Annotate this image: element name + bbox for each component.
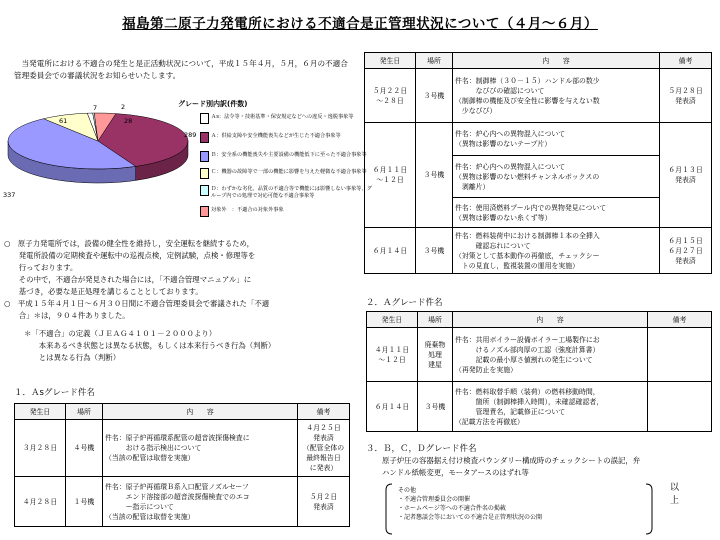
remark-line: ６月２７日: [668, 246, 703, 255]
value-label-2: 2: [121, 103, 126, 111]
cell-place: [418, 328, 453, 382]
col-place: 場所: [66, 404, 103, 420]
content-line: 件名：使用済燃料プール内での異物発見について: [455, 203, 607, 212]
cell-date: ３月２８日: [15, 420, 66, 477]
content-line: （記載方法を再徹底）: [455, 417, 524, 426]
cell-date: [365, 123, 416, 228]
value-label-289: 289: [184, 131, 197, 139]
date-line: ５月２２日: [372, 86, 408, 95]
cell-place: １号機: [66, 477, 103, 527]
legend-item-d: [200, 185, 370, 201]
col-date: 発生日: [367, 312, 418, 328]
cell-date: [365, 69, 416, 123]
content-line: （異物は影響のない糸くず等）: [455, 213, 552, 222]
col-content: 内 容: [103, 404, 298, 420]
place-line: 廃棄物: [424, 340, 446, 349]
cell-remark: [660, 123, 712, 228]
table-row: [15, 477, 350, 527]
table-row: [367, 382, 712, 432]
content-line: なびびの確認について: [455, 86, 545, 95]
content-line: 記載の最小厚さ値割れの発生について: [455, 355, 593, 364]
cell-place: ３号機: [416, 69, 453, 123]
legend-item-as: [200, 113, 370, 125]
col-place: 場所: [416, 53, 453, 69]
content-line: けるノズル部肉厚の工認（強度計算書）: [455, 345, 600, 354]
chart-title: グレード別内訳(件数): [178, 100, 248, 108]
place-line: 処理: [428, 350, 442, 359]
content-line: 件名：制御棒（３０－１５）ハンドル部の数少: [455, 76, 600, 85]
remark-line: 発表済: [313, 502, 334, 511]
col-content: 内 容: [453, 53, 660, 69]
section3-heading: ３．Ｂ，Ｃ，Ｄグレード件名: [366, 444, 477, 454]
legend-swatch-other: [200, 206, 209, 217]
value-label-337: 337: [3, 191, 16, 199]
definition-line: 本来あるべき状態とは異なる状態，もしくは本来行うべき行為（判断）: [24, 341, 276, 350]
legend-text-d: Ｄ：わずかな劣化、品質の不適合等で機能には影響しない事象等、グループ内での処理で対応可能な不適合事象等: [211, 186, 372, 199]
legend-item-b: [200, 151, 370, 163]
note-line: 行っております。: [4, 263, 78, 272]
table-row: [365, 228, 712, 274]
table-header-row: [367, 312, 712, 328]
section1-table: [14, 403, 350, 527]
page-title: 福島第二原子力発電所における不適合是正管理状況について（４月～６月）: [122, 16, 598, 32]
cell-remark: [648, 328, 712, 382]
content-line: （異物は影響のないテープ片）: [455, 140, 552, 148]
legend-text-b: Ｂ：安全系の機能喪失や主要設備の機能低下に至った不適合事象等: [211, 152, 367, 158]
note-line: 発電所設備の定期検査や運転中の巡視点検，定例試験，点検・修理等を: [4, 251, 256, 260]
date-line: ４月１１日: [374, 345, 410, 354]
footer-line: ・ホームページ等への不適合件名の掲載: [398, 505, 506, 512]
cell-date: ６月１４日: [367, 382, 418, 432]
remark-line: 発表済: [675, 256, 696, 265]
content-line: （再発防止を実施）: [455, 365, 518, 374]
content-line: トの見直し，監視装置の運用を実施）: [455, 261, 580, 270]
remark-line: に発表）: [309, 464, 338, 472]
remark-line: ５月２日: [309, 492, 338, 501]
note-line: その中で，不適合が発見された場合には，「不適合管理マニュアル」に: [4, 275, 252, 284]
as-grade-summary-table: [364, 52, 712, 274]
note-line: 基づき，必要な是正処理を講じることとしております。: [4, 287, 203, 296]
cell-place: ３号機: [416, 228, 453, 274]
legend-item-other: [200, 206, 370, 218]
cell-remark: [660, 228, 712, 274]
cell-content: [453, 69, 660, 123]
cell-place: ３号機: [416, 123, 453, 228]
legend-text-other: 対象外 ：不適合の対象外事象: [211, 207, 284, 213]
cell-remark: [298, 477, 350, 527]
date-line: ～２８日: [376, 96, 404, 105]
definition-line: とは異なる行為（判断）: [24, 353, 121, 362]
section3-line: ハンドル紙帳変更，モータアースのはずれ等: [382, 468, 529, 477]
cell-content: [103, 477, 298, 527]
cell-content: [453, 328, 648, 382]
col-remark: 備考: [298, 404, 350, 420]
content-line: おける指示検出について: [105, 444, 202, 452]
legend-swatch-as: [200, 113, 209, 124]
end-mark: 以 上: [670, 483, 709, 506]
content-line: ー指示について: [105, 502, 174, 511]
note-line: ○ 原子力発電所では，設備の健全性を維持し，安全運転を継続するため，: [4, 239, 255, 248]
legend-swatch-b: [200, 151, 209, 162]
content-line: エンド溶接部の超音波探傷検査でのエコ: [105, 492, 250, 501]
remark-line: ４月２５日: [306, 424, 341, 432]
col-remark: 備考: [648, 312, 712, 328]
content-line: （当該の配管は取替を実施）: [105, 512, 195, 521]
footer-line: ・不適合管理委員会の開催: [398, 496, 471, 503]
definition-block: [24, 328, 374, 364]
place-line: 建屋: [428, 360, 442, 369]
legend-text-c: Ｃ：機器の故障等で一部の機能に影響を与えた軽微な不適合事象等: [211, 169, 367, 175]
legend-swatch-c: [200, 168, 209, 179]
value-label-61: 61: [59, 117, 68, 125]
content-line: （制御棒の機能及び安全性に影響を与えない数: [455, 96, 600, 105]
cell-remark: [660, 69, 712, 123]
content-line: （対策として基本動作の再徹底，チェックシー: [455, 251, 600, 260]
table-header-row: [15, 404, 350, 420]
content-line: 管理責名，記載修正について: [455, 407, 566, 416]
footer-line: ・記者懇談会等においての不適合是正管理状況の公開: [398, 514, 543, 521]
section1-heading: １．Ａsグレード件名: [14, 388, 95, 398]
content-line: 件名：原子炉再循環系配管の超音波探傷検査に: [105, 434, 250, 442]
col-date: 発生日: [15, 404, 66, 420]
content-line: （異物は影響のない燃料チャンネルボックスの: [455, 172, 600, 181]
col-remark: 備考: [660, 53, 712, 69]
date-line: ～１２日: [378, 355, 406, 364]
table-row: [15, 420, 350, 477]
table-header-row: [365, 53, 712, 69]
cell-content: [453, 198, 660, 228]
remark-line: 発表済: [675, 176, 696, 184]
content-line: 件名：燃料取替手順（装荷）の燃料移動時間，: [455, 387, 600, 396]
col-date: 発生日: [365, 53, 416, 69]
remark-line: 最終報告日: [306, 454, 341, 462]
cell-remark: [298, 420, 350, 477]
legend-swatch-a: [200, 132, 209, 143]
remark-line: （配管全体の: [302, 444, 345, 452]
cell-content: [453, 123, 660, 156]
table-row: [365, 69, 712, 123]
grade-pie-chart: [0, 96, 200, 206]
section3-text: [382, 455, 712, 479]
cell-date: ４月２８日: [15, 477, 66, 527]
content-line: 箇所（制御棒挿入時間），未確認確認者，: [455, 397, 604, 406]
remark-line: ６月１５日: [668, 236, 703, 245]
section2-table: [366, 311, 712, 432]
date-line: ６月１１日: [372, 166, 408, 174]
content-line: 件名：炉心内への異物混入について: [455, 162, 566, 171]
definition-line: ＊「不適合」の定義（ＪＥＡＧ４１０１－２０００より）: [24, 329, 217, 338]
cell-content: [103, 420, 298, 477]
content-line: 件名：共用ボイラー設備ボイラー工場製作にお: [455, 335, 600, 344]
section3-line: 原子炉圧の容器据え付け検査パウンダリー構成時のチェックシートの誤記，弁: [382, 456, 641, 465]
note-line: ○ 平成１５年４月１日～６月３０日間に不適合管理委員会で審議された「不適: [4, 299, 270, 308]
cell-place: ４号機: [66, 420, 103, 477]
legend-swatch-d: [200, 185, 209, 196]
value-label-7: 7: [93, 104, 98, 112]
content-line: 件名：燃料装荷中における制御棒１本の全挿入: [455, 231, 600, 240]
content-line: 確認忘れについて: [455, 241, 531, 250]
table-row: [367, 328, 712, 382]
remark-line: ６月１３日: [668, 166, 703, 174]
intro-text: 当発電所における不適合の発生と是正活動状況について，平成１５年４月，５月，６月の不適合管理委員会での審議状況をお知らせいたします。: [14, 59, 348, 80]
note-line: 合」＊は，９０４件ありました。: [4, 311, 130, 320]
col-place: 場所: [418, 312, 453, 328]
footer-line: その他: [398, 487, 417, 494]
cell-place: ３号機: [418, 382, 453, 432]
value-label-28: 28: [124, 117, 133, 125]
notes-block: [4, 238, 354, 322]
legend-item-a: [200, 132, 370, 144]
legend-text-as: Ａs：法令等・技術基準・保安規定などへの違反・逸脱事象等: [211, 114, 354, 120]
content-line: 剥離片）: [455, 182, 490, 191]
pie-3d: [8, 113, 188, 183]
cell-content: [453, 228, 660, 274]
cell-content: [453, 156, 660, 198]
content-line: 件名：炉心内への異物混入について: [455, 130, 566, 138]
content-line: 少なびび）: [455, 106, 497, 115]
chart-legend: [200, 113, 370, 223]
legend-item-c: [200, 168, 370, 182]
table-row: [365, 123, 712, 156]
cell-date: ６月１４日: [365, 228, 416, 274]
legend-text-a: Ａ：供給支障や安全機能喪失などが生じた不適合事象等: [211, 133, 341, 139]
col-content: 内 容: [453, 312, 648, 328]
footer-notes: [398, 486, 660, 534]
content-line: 件名：原子炉再循環Ｂ系入口配管ノズルセーフ: [105, 482, 249, 491]
remark-line: ５月２８日: [668, 86, 703, 95]
cell-content: [453, 382, 648, 432]
remark-line: 発表済: [675, 96, 696, 105]
cell-remark: [648, 382, 712, 432]
date-line: ～１２日: [376, 176, 404, 184]
remark-line: 発表済: [313, 434, 334, 442]
content-line: （当該の配管は取替を実施）: [105, 454, 195, 462]
cell-date: [367, 328, 418, 382]
section2-heading: ２．Ａグレード件名: [366, 298, 443, 308]
